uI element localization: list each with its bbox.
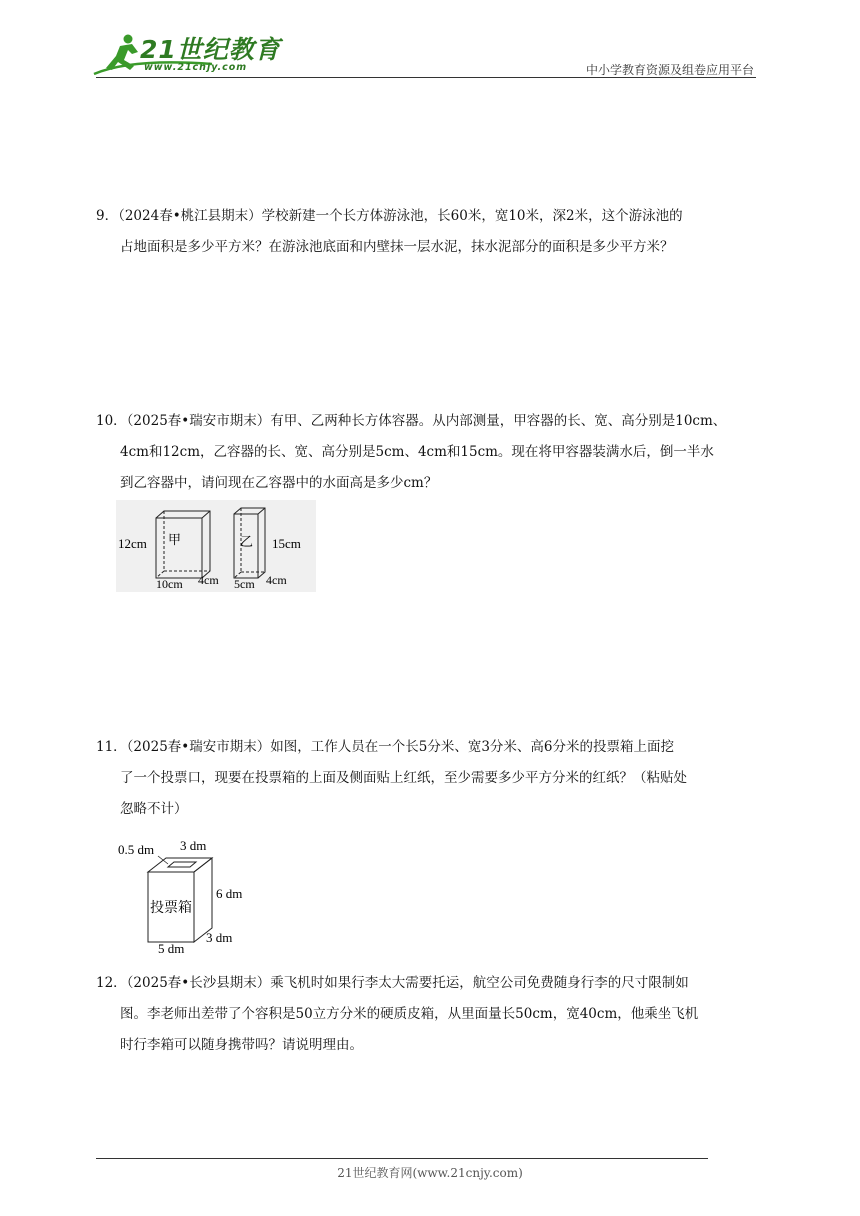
box-length-label: 5 dm xyxy=(158,941,185,956)
platform-name: 中小学教育资源及组卷应用平台 xyxy=(585,63,754,77)
question-line: 4cm和12cm，乙容器的长、宽、高分别是5cm、4cm和15cm。现在将甲容器装满水后，倒一半水 xyxy=(120,444,714,460)
ballot-box xyxy=(148,858,212,942)
footer-text: 21世纪教育网(www.21cnjy.com) xyxy=(337,1166,523,1180)
ballot-box-figure xyxy=(116,834,256,958)
question-line: 时行李箱可以随身携带吗？请说明理由。 xyxy=(120,1037,363,1053)
question-line: 忽略不计） xyxy=(120,801,188,817)
question-line: 占地面积是多少平方米？在游泳池底面和内壁抹一层水泥，抹水泥部分的面积是多少平方米？ xyxy=(120,239,674,255)
footer-divider xyxy=(96,1158,708,1159)
question-line: 到乙容器中，请问现在乙容器中的水面高是多少cm？ xyxy=(120,475,438,491)
jia-height-label: 12cm xyxy=(118,536,147,551)
page-header xyxy=(0,0,860,80)
question-line: 12．（2025春•长沙县期末）乘飞机时如果行李太大需要托运，航空公司免费随身行李的尺寸限制如 xyxy=(96,975,689,991)
slot-width-label: 0.5 dm xyxy=(118,842,155,857)
container-figure xyxy=(116,500,316,592)
box-height-label: 6 dm xyxy=(216,886,243,901)
question-line: 9．（2024春•桃江县期末）学校新建一个长方体游泳池，长60米，宽10米，深2米，这个游泳池的 xyxy=(96,208,683,224)
question-line: 了一个投票口，现要在投票箱的上面及侧面贴上红纸，至少需要多少平方分米的红纸？（粘贴处 xyxy=(120,770,687,786)
question-line: 11．（2025春•瑞安市期末）如图，工作人员在一个长5分米、宽3分米、高6分米的投票箱上面挖 xyxy=(96,739,675,755)
yi-height-label: 15cm xyxy=(272,536,301,551)
slot-length-label: 3 dm xyxy=(180,838,207,853)
question-line: 图。李老师出差带了个容积是50立方分米的硬质皮箱，从里面量长50cm，宽40cm，他乘坐飞机 xyxy=(120,1006,699,1022)
question-line: 10．（2025春•瑞安市期末）有甲、乙两种长方体容器。从内部测量，甲容器的长、宽、高分别是10cm、 xyxy=(96,413,727,429)
question-11 xyxy=(96,732,766,825)
yi-label: 乙 xyxy=(240,534,254,549)
question-12 xyxy=(96,968,766,1061)
jia-length-label: 10cm xyxy=(156,577,183,591)
header-divider xyxy=(96,77,756,78)
ballot-box-label: 投票箱 xyxy=(150,901,192,916)
question-9 xyxy=(96,201,766,263)
question-10 xyxy=(96,406,766,499)
jia-width-label: 4cm xyxy=(198,573,219,587)
jia-label: 甲 xyxy=(168,532,182,547)
yi-length-label: 5cm xyxy=(234,577,255,591)
logo-text: 21世纪教育 xyxy=(140,35,281,64)
yi-width-label: 4cm xyxy=(266,573,287,587)
logo-url: www.21cnjy.com xyxy=(144,62,248,73)
box-width-label: 3 dm xyxy=(206,930,233,945)
